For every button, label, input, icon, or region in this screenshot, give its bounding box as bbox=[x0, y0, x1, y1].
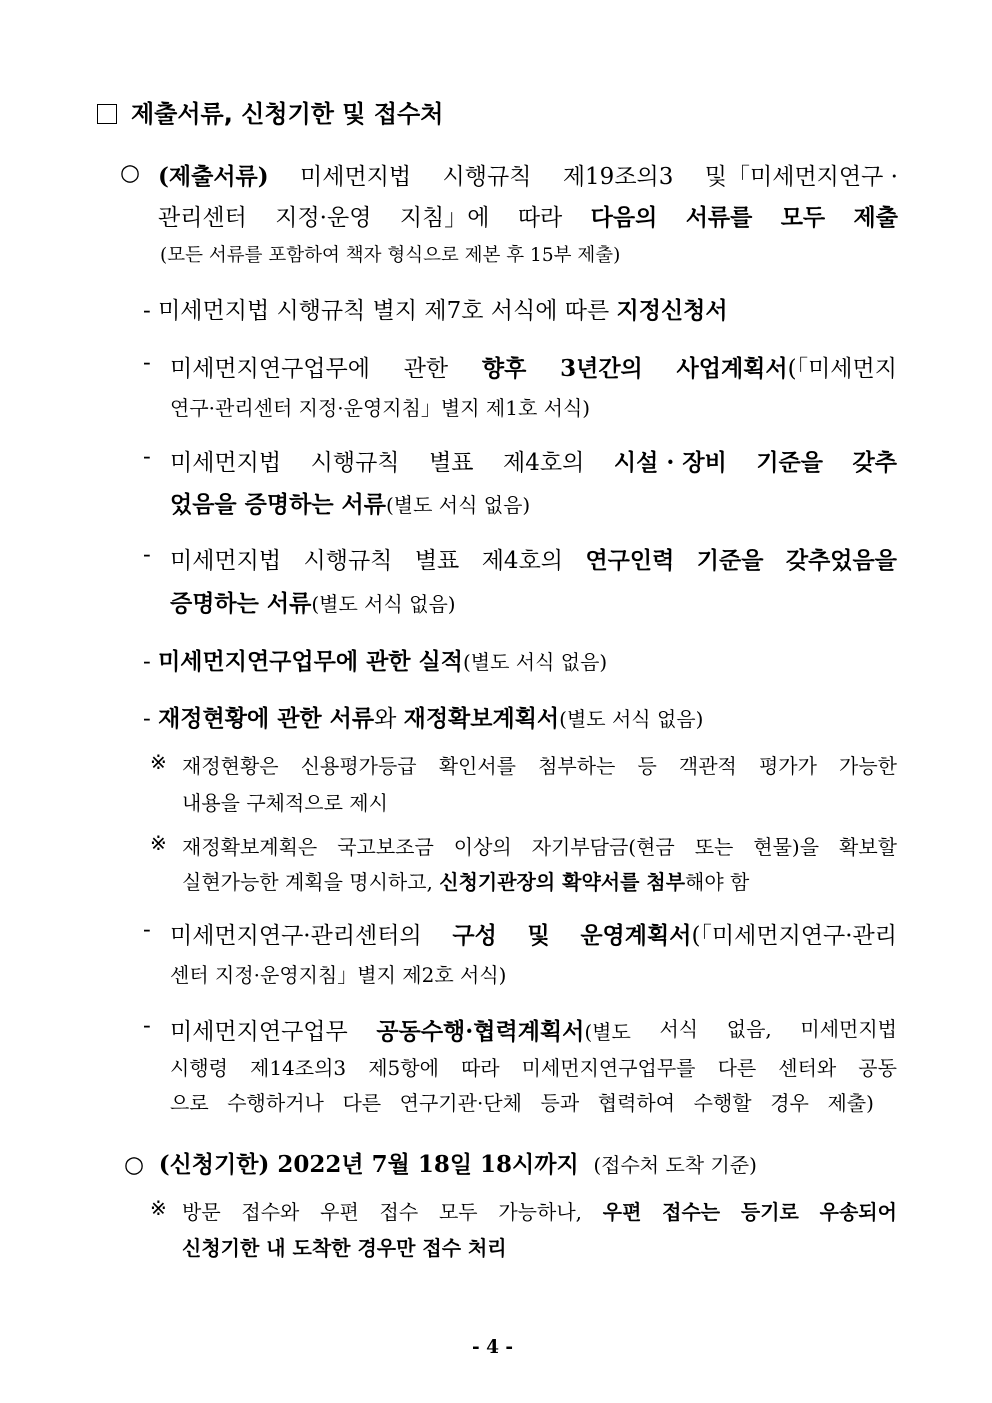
item-facility-proof-line-2: 었음을 증명하는 서류(별도 서식 없음) bbox=[170, 491, 531, 518]
note-3-mark: ※ bbox=[150, 1196, 167, 1220]
note-finance-status-line-2: 내용을 구체적으로 제시 bbox=[182, 791, 388, 815]
page-number: - 4 - bbox=[472, 1337, 514, 1358]
section-heading-text: 제출서류, 신청기한 및 접수처 bbox=[131, 100, 444, 128]
note-submission-method-line-2: 신청기한 내 도착한 경우만 접수 처리 bbox=[182, 1236, 507, 1260]
deadline-note: (접수처 도착 기준) bbox=[593, 1153, 757, 1177]
checkbox-square-icon bbox=[97, 104, 117, 124]
item-cooperation-plan-line-2: 시행령 제14조의3 제5항에 따라 미세먼지연구업무를 다른 센터와 공동 bbox=[170, 1056, 897, 1080]
deadline bbox=[124, 1146, 757, 1179]
note-2-mark: ※ bbox=[150, 831, 167, 855]
section-heading bbox=[97, 94, 443, 129]
submit-line-3: (모든 서류를 포함하여 책자 형식으로 제본 후 15부 제출) bbox=[160, 245, 621, 266]
submit-label: (제출서류) bbox=[158, 163, 269, 190]
item-staff-proof: 미세먼지법 시행규칙 별표 제4호의 연구인력 기준을 갖추었음을 bbox=[170, 547, 897, 574]
item-designation-application: - 미세먼지법 시행규칙 별지 제7호 서식에 따른 지정신청서 bbox=[143, 297, 728, 324]
submit-line-1: (제출서류) 미세먼지법 시행규칙 제19조의3 및「미세먼지연구 · bbox=[158, 158, 898, 191]
item-facility-proof: 미세먼지법 시행규칙 별표 제4호의 시설 · 장비 기준을 갖추 bbox=[170, 449, 897, 476]
item-3-dash: - bbox=[143, 444, 151, 470]
item-8-dash: - bbox=[143, 1013, 151, 1039]
deadline-date: (신청기한) 2022년 7월 18일 18시까지 bbox=[158, 1151, 579, 1178]
note-finance-plan: 재정확보계획은 국고보조금 이상의 자기부담금(현금 또는 현물)을 확보할 bbox=[182, 835, 897, 859]
item-business-plan-line-2: 연구·관리센터 지정·운영지침」별지 제1호 서식) bbox=[170, 396, 591, 420]
item-operation-plan-line-2: 센터 지정·운영지침」별지 제2호 서식) bbox=[170, 963, 507, 987]
item-operation-plan: 미세먼지연구·관리센터의 구성 및 운영계획서(「미세먼지연구·관리 bbox=[170, 922, 897, 949]
item-cooperation-plan-line-3: 으로 수행하거나 다른 연구기관·단체 등과 협력하여 수행할 경우 제출) bbox=[170, 1091, 874, 1115]
item-research-record: - 미세먼지연구업무에 관한 실적(별도 서식 없음) bbox=[143, 648, 608, 675]
item-staff-proof-line-2: 증명하는 서류(별도 서식 없음) bbox=[170, 590, 456, 617]
item-cooperation-plan: 미세먼지연구업무 공동수행·협력계획서(별도 서식 없음, 미세먼지법 bbox=[170, 1017, 897, 1045]
item-4-dash: - bbox=[143, 542, 151, 568]
note-submission-method: 방문 접수와 우편 접수 모두 가능하나, 우편 접수는 등기로 우송되어 bbox=[182, 1200, 897, 1224]
submit-line-2: 관리센터 지정·운영 지침」에 따라 다음의 서류를 모두 제출 bbox=[158, 204, 898, 231]
item-business-plan: 미세먼지연구업무에 관한 향후 3년간의 사업계획서(「미세먼지 bbox=[170, 355, 897, 382]
submit-bullet: ○ bbox=[120, 160, 141, 186]
note-1-mark: ※ bbox=[150, 750, 167, 774]
deadline-bullet: ○ bbox=[124, 1152, 145, 1178]
item-2-dash: - bbox=[143, 350, 151, 376]
note-finance-plan-line-2: 실현가능한 계획을 명시하고, 신청기관장의 확약서를 첨부해야 함 bbox=[182, 870, 750, 894]
item-7-dash: - bbox=[143, 917, 151, 943]
item-finance-docs: - 재정현황에 관한 서류와 재정확보계획서(별도 서식 없음) bbox=[143, 705, 704, 732]
note-finance-status: 재정현황은 신용평가등급 확인서를 첨부하는 등 객관적 평가가 가능한 bbox=[182, 754, 897, 778]
